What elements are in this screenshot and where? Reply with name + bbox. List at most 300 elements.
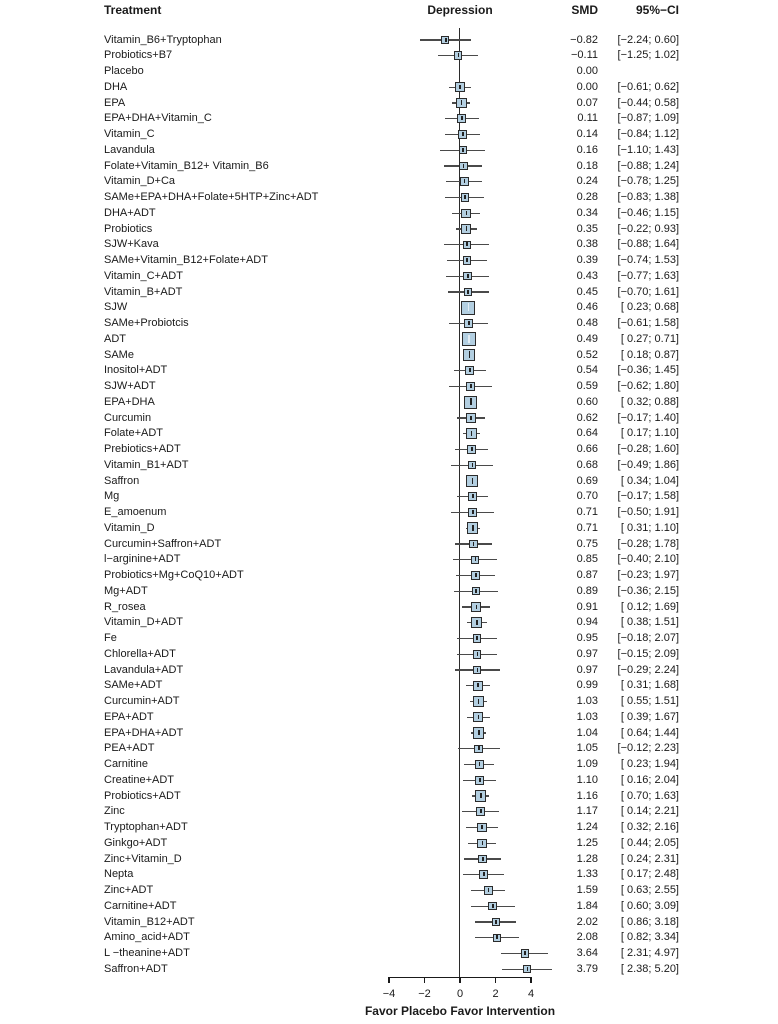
- ci-value: [−0.23; 1.97]: [617, 569, 679, 581]
- treatment-label: Vitamin_D+ADT: [104, 616, 183, 629]
- effect-square: [462, 332, 476, 346]
- ci-value: [ 0.32; 0.88]: [620, 395, 679, 408]
- smd-value: 0.35: [576, 222, 598, 235]
- effect-square: [454, 51, 463, 60]
- point-estimate-tick: [468, 303, 470, 311]
- ci-value: [−0.17; 1.58]: [617, 490, 679, 503]
- ci-value: [ 0.23; 0.68]: [620, 301, 679, 314]
- ci-value: [ 0.18; 0.87]: [620, 348, 679, 361]
- point-estimate-tick: [495, 920, 497, 924]
- smd-value: 1.28: [576, 852, 598, 865]
- effect-square: [466, 382, 474, 390]
- smd-value: 0.16: [576, 143, 598, 156]
- smd-value: 0.34: [576, 206, 598, 219]
- point-estimate-tick: [488, 888, 490, 892]
- ci-value: [−0.28; 1.60]: [617, 443, 679, 455]
- point-estimate-tick: [480, 809, 482, 813]
- smd-value: 0.91: [576, 600, 598, 613]
- effect-square: [464, 319, 473, 328]
- ci-value: [−0.22; 0.93]: [617, 222, 679, 235]
- treatment-label: SAMe: [104, 348, 134, 361]
- ci-value: [−0.61; 1.58]: [617, 317, 679, 329]
- smd-value: 1.24: [576, 821, 598, 833]
- ci-value: [−0.44; 0.58]: [617, 96, 679, 109]
- ci-value: [−0.49; 1.86]: [617, 458, 679, 471]
- ci-value: [ 0.34; 1.04]: [620, 474, 679, 487]
- treatment-label: Saffron+ADT: [104, 962, 168, 975]
- ci-value: [−0.40; 2.10]: [617, 553, 679, 566]
- point-estimate-tick: [479, 778, 481, 782]
- effect-square: [461, 224, 471, 234]
- effect-square: [460, 177, 469, 186]
- treatment-label: Folate+Vitamin_B12+ Vitamin_B6: [104, 159, 269, 172]
- ci-value: [−1.25; 1.02]: [617, 49, 679, 62]
- effect-square: [476, 807, 485, 816]
- point-estimate-tick: [466, 242, 468, 246]
- point-estimate-tick: [476, 636, 478, 640]
- effect-square: [471, 617, 482, 628]
- point-estimate-tick: [471, 431, 473, 436]
- treatment-label: EPA+DHA+ADT: [104, 726, 184, 739]
- treatment-label: Creatine+ADT: [104, 773, 175, 786]
- x-axis-tick-mark: [424, 977, 425, 983]
- x-axis-tick-label: 4: [527, 988, 535, 1000]
- effect-square: [459, 146, 467, 154]
- treatment-label: Carnitine+ADT: [104, 899, 177, 912]
- smd-value: 0.87: [576, 569, 598, 581]
- treatment-label: Nepta: [104, 868, 134, 881]
- x-axis-tick-mark: [388, 977, 389, 983]
- ci-value: [ 0.70; 1.63]: [620, 789, 679, 802]
- smd-value: 1.03: [576, 695, 598, 707]
- treatment-label: EPA: [104, 96, 126, 109]
- x-axis-tick-mark: [530, 977, 531, 983]
- treatment-label: EPA+DHA: [104, 395, 155, 408]
- effect-square: [463, 241, 471, 249]
- treatment-label: Prebiotics+ADT: [104, 443, 181, 455]
- smd-value: 0.00: [576, 65, 598, 77]
- effect-square: [475, 776, 484, 785]
- treatment-label: Probiotics+B7: [104, 49, 173, 62]
- ci-value: [−0.46; 1.15]: [617, 206, 679, 219]
- ci-value: [ 0.16; 2.04]: [620, 773, 679, 786]
- effect-square: [488, 902, 496, 910]
- ci-value: [ 0.86; 3.18]: [620, 915, 679, 928]
- smd-value: 0.97: [576, 663, 598, 676]
- smd-value: 0.43: [576, 269, 598, 282]
- treatment-label: Vitamin_C: [104, 128, 155, 140]
- effect-square: [466, 428, 477, 439]
- smd-value: 0.48: [576, 317, 598, 329]
- ci-value: [−0.78; 1.25]: [617, 175, 679, 188]
- ci-value: [−0.12; 2.23]: [617, 742, 679, 755]
- point-estimate-tick: [472, 510, 474, 514]
- effect-square: [477, 823, 486, 832]
- ci-value: [−1.10; 1.43]: [617, 143, 679, 156]
- ci-value: [ 0.12; 1.69]: [620, 600, 679, 613]
- smd-value: 0.70: [576, 490, 598, 503]
- smd-value: 0.38: [576, 238, 598, 251]
- ci-value: [ 2.31; 4.97]: [620, 947, 679, 959]
- point-estimate-tick: [478, 715, 480, 719]
- effect-square: [465, 366, 474, 375]
- smd-value: 0.99: [576, 679, 598, 692]
- treatment-label: DHA: [104, 80, 128, 93]
- treatment-label: Vitamin_B+ADT: [104, 285, 183, 298]
- point-estimate-tick: [475, 557, 477, 561]
- smd-value: 0.59: [576, 380, 598, 392]
- smd-value: 0.68: [576, 458, 598, 471]
- effect-square: [473, 666, 481, 674]
- point-estimate-tick: [482, 857, 484, 861]
- effect-square: [469, 540, 478, 549]
- column-header-smd: SMD: [571, 3, 598, 17]
- smd-value: 0.89: [576, 584, 598, 597]
- point-estimate-tick: [467, 290, 469, 294]
- smd-value: 0.95: [576, 632, 598, 644]
- point-estimate-tick: [469, 368, 471, 372]
- effect-square: [479, 870, 488, 879]
- x-axis-tick-label: 2: [492, 988, 499, 1000]
- effect-square: [492, 918, 501, 927]
- smd-value: 0.75: [576, 537, 598, 550]
- treatment-label: Lavandula: [104, 143, 155, 156]
- point-estimate-tick: [482, 841, 484, 845]
- treatment-label: Lavandula+ADT: [104, 663, 184, 676]
- ci-value: [−0.84; 1.12]: [617, 128, 679, 140]
- x-axis-tick-mark: [459, 977, 460, 983]
- treatment-label: Probiotics+ADT: [104, 789, 181, 802]
- ci-value: [ 0.24; 2.31]: [620, 852, 679, 865]
- treatment-label: l−arginine+ADT: [104, 553, 181, 566]
- effect-square: [458, 130, 467, 139]
- smd-value: 0.24: [576, 175, 598, 188]
- point-estimate-tick: [477, 683, 479, 687]
- point-estimate-tick: [461, 116, 463, 120]
- treatment-label: ADT: [104, 332, 126, 345]
- effect-square: [475, 760, 484, 769]
- treatment-label: Vitamin_B1+ADT: [104, 458, 189, 471]
- smd-value: 0.54: [576, 364, 598, 377]
- smd-value: 0.66: [576, 443, 598, 455]
- effect-square: [461, 209, 470, 218]
- column-header-outcome: Depression: [427, 3, 493, 17]
- point-estimate-tick: [472, 478, 474, 484]
- treatment-label: Mg: [104, 490, 120, 503]
- effect-square: [468, 461, 476, 469]
- effect-square: [493, 934, 501, 942]
- point-estimate-tick: [473, 542, 475, 546]
- effect-square: [455, 82, 465, 92]
- effect-square: [441, 36, 449, 44]
- point-estimate-tick: [472, 525, 474, 531]
- ci-value: [ 2.38; 5.20]: [620, 962, 679, 975]
- ci-value: [−0.29; 2.24]: [617, 663, 679, 676]
- point-estimate-tick: [475, 589, 477, 593]
- treatment-label: Zinc+ADT: [104, 884, 154, 896]
- ci-value: [ 0.44; 2.05]: [620, 836, 679, 849]
- treatment-label: SJW: [104, 301, 128, 314]
- smd-value: 0.69: [576, 474, 598, 487]
- effect-square: [457, 114, 466, 123]
- smd-value: 1.10: [576, 773, 598, 786]
- smd-value: 1.16: [576, 789, 598, 802]
- effect-square: [484, 886, 493, 895]
- treatment-label: Saffron: [104, 474, 140, 487]
- ci-value: [ 0.39; 1.67]: [620, 710, 679, 723]
- smd-value: 0.94: [576, 616, 598, 629]
- point-estimate-tick: [466, 226, 468, 230]
- ci-value: [−0.88; 1.64]: [617, 238, 679, 251]
- treatment-label: SJW+Kava: [104, 238, 159, 251]
- point-estimate-tick: [468, 321, 470, 325]
- column-header-treatment: Treatment: [104, 3, 162, 17]
- ci-value: [ 0.55; 1.51]: [620, 695, 679, 707]
- treatment-label: Zinc+Vitamin_D: [104, 852, 182, 865]
- treatment-label: Carnitine: [104, 758, 149, 770]
- treatment-label: EPA+DHA+Vitamin_C: [104, 112, 212, 125]
- treatment-label: Probiotics: [104, 222, 153, 235]
- smd-value: −0.82: [570, 33, 598, 46]
- ci-value: [−0.15; 2.09]: [617, 647, 679, 660]
- point-estimate-tick: [463, 164, 465, 168]
- smd-value: 0.46: [576, 301, 598, 314]
- smd-value: 1.17: [576, 805, 598, 818]
- point-estimate-tick: [477, 668, 479, 672]
- treatment-label: Vitamin_B6+Tryptophan: [104, 33, 222, 46]
- effect-square: [478, 855, 487, 864]
- treatment-label: SAMe+ADT: [104, 679, 163, 692]
- point-estimate-tick: [478, 730, 480, 736]
- smd-value: 1.04: [576, 726, 598, 739]
- smd-value: 1.05: [576, 742, 598, 755]
- smd-value: 0.85: [576, 553, 598, 566]
- treatment-label: L −theanine+ADT: [104, 947, 190, 959]
- ci-value: [ 0.14; 2.21]: [620, 805, 679, 818]
- point-estimate-tick: [481, 825, 483, 829]
- ci-value: [−0.36; 2.15]: [617, 584, 679, 597]
- point-estimate-tick: [467, 274, 469, 278]
- effect-square: [473, 712, 483, 722]
- ci-value: [−0.28; 1.78]: [617, 537, 679, 550]
- treatment-label: Probiotics+Mg+CoQ10+ADT: [104, 569, 244, 581]
- smd-value: 0.71: [576, 506, 598, 518]
- point-estimate-tick: [471, 447, 473, 451]
- ci-value: [ 0.82; 3.34]: [620, 931, 679, 944]
- smd-value: 3.64: [576, 947, 598, 959]
- smd-value: 0.39: [576, 254, 598, 266]
- effect-square: [463, 349, 475, 361]
- ci-value: [−0.61; 0.62]: [617, 80, 679, 93]
- smd-value: 0.60: [576, 395, 598, 408]
- smd-value: 0.45: [576, 285, 598, 298]
- ci-value: [ 0.23; 1.94]: [620, 758, 679, 770]
- treatment-label: Curcumin+Saffron+ADT: [104, 537, 222, 550]
- treatment-label: SAMe+Vitamin_B12+Folate+ADT: [104, 254, 268, 266]
- effect-square: [459, 162, 468, 171]
- ci-value: [−0.36; 1.45]: [617, 364, 679, 377]
- treatment-label: PEA+ADT: [104, 742, 155, 755]
- point-estimate-tick: [479, 762, 481, 766]
- effect-square: [473, 681, 483, 691]
- point-estimate-tick: [483, 872, 485, 876]
- effect-square: [464, 396, 477, 409]
- treatment-label: Zinc: [104, 805, 125, 818]
- effect-square: [472, 587, 480, 595]
- point-estimate-tick: [462, 132, 464, 136]
- x-axis-tick-label: −2: [418, 988, 431, 1000]
- effect-square: [471, 571, 480, 580]
- treatment-label: Ginkgo+ADT: [104, 836, 168, 849]
- x-axis-tick-mark: [495, 977, 496, 983]
- treatment-label: Placebo: [104, 65, 144, 77]
- point-estimate-tick: [470, 398, 472, 405]
- ci-value: [−0.62; 1.80]: [617, 380, 679, 392]
- effect-square: [456, 98, 467, 109]
- ci-value: [−0.50; 1.91]: [617, 506, 679, 518]
- ci-value: [ 0.17; 2.48]: [620, 868, 679, 881]
- smd-value: 1.59: [576, 884, 598, 896]
- effect-square: [468, 508, 476, 516]
- treatment-label: SAMe+EPA+DHA+Folate+5HTP+Zinc+ADT: [104, 191, 319, 203]
- ci-value: [ 0.63; 2.55]: [620, 884, 679, 896]
- effect-square: [473, 650, 482, 659]
- ci-value: [−0.17; 1.40]: [617, 411, 679, 424]
- treatment-label: Folate+ADT: [104, 427, 163, 440]
- point-estimate-tick: [469, 351, 471, 357]
- point-estimate-tick: [477, 652, 479, 656]
- point-estimate-tick: [470, 416, 472, 420]
- smd-value: 0.97: [576, 647, 598, 660]
- smd-value: 0.00: [576, 80, 598, 93]
- point-estimate-tick: [476, 620, 478, 625]
- effect-square: [473, 727, 485, 739]
- point-estimate-tick: [466, 211, 468, 215]
- ci-value: [−0.77; 1.63]: [617, 269, 679, 282]
- point-estimate-tick: [459, 85, 461, 89]
- treatment-label: Vitamin_D+Ca: [104, 175, 176, 188]
- effect-square: [473, 696, 484, 707]
- treatment-label: Amino_acid+ADT: [104, 931, 190, 944]
- effect-square: [467, 522, 479, 534]
- smd-value: 2.08: [576, 931, 598, 944]
- treatment-label: Vitamin_C+ADT: [104, 269, 183, 282]
- treatment-label: Mg+ADT: [104, 584, 148, 597]
- smd-value: 2.02: [576, 915, 598, 928]
- treatment-label: Chlorella+ADT: [104, 647, 176, 660]
- ci-value: [ 0.64; 1.44]: [620, 726, 679, 739]
- effect-square: [468, 492, 477, 501]
- point-estimate-tick: [475, 573, 477, 577]
- effect-square: [473, 634, 482, 643]
- smd-value: 0.62: [576, 411, 598, 424]
- point-estimate-tick: [472, 494, 474, 498]
- ci-value: [−0.87; 1.09]: [617, 112, 679, 125]
- x-axis-label: Favor Placebo Favor Intervention: [364, 1004, 556, 1018]
- effect-square: [463, 272, 471, 280]
- ci-value: [−0.70; 1.61]: [617, 285, 679, 298]
- treatment-label: R_rosea: [104, 600, 146, 613]
- treatment-label: DHA+ADT: [104, 206, 156, 219]
- point-estimate-tick: [462, 148, 464, 152]
- point-estimate-tick: [472, 463, 474, 467]
- treatment-label: Curcumin+ADT: [104, 695, 180, 707]
- effect-square: [461, 301, 475, 315]
- smd-value: 0.18: [576, 159, 598, 172]
- treatment-label: SAMe+Probiotcis: [104, 317, 189, 329]
- column-header-ci: 95%−CI: [635, 3, 679, 17]
- smd-value: −0.11: [570, 49, 598, 62]
- point-estimate-tick: [458, 53, 460, 57]
- ci-value: [−2.24; 0.60]: [617, 33, 679, 46]
- smd-value: 0.28: [576, 191, 598, 203]
- smd-value: 1.09: [576, 758, 598, 770]
- point-estimate-tick: [464, 179, 466, 183]
- effect-square: [471, 602, 481, 612]
- treatment-label: Fe: [104, 632, 117, 644]
- smd-value: 1.03: [576, 710, 598, 723]
- point-estimate-tick: [480, 793, 482, 798]
- treatment-label: Inositol+ADT: [104, 364, 168, 377]
- ci-value: [ 0.32; 2.16]: [620, 821, 679, 833]
- treatment-label: Vitamin_B12+ADT: [104, 915, 195, 928]
- smd-value: 0.11: [577, 112, 598, 125]
- ci-value: [−0.83; 1.38]: [617, 191, 679, 203]
- smd-value: 0.52: [576, 348, 598, 361]
- effect-square: [471, 556, 479, 564]
- ci-value: [ 0.17; 1.10]: [620, 427, 679, 440]
- treatment-label: SJW+ADT: [104, 380, 156, 392]
- effect-square: [467, 445, 476, 454]
- point-estimate-tick: [470, 384, 472, 388]
- point-estimate-tick: [478, 746, 480, 750]
- point-estimate-tick: [478, 699, 480, 704]
- ci-value: [ 0.38; 1.51]: [620, 616, 679, 629]
- treatment-label: Vitamin_D: [104, 521, 155, 534]
- point-estimate-tick: [492, 904, 494, 908]
- smd-value: 1.33: [576, 868, 598, 881]
- effect-square: [477, 839, 486, 848]
- ci-value: [−0.18; 2.07]: [617, 632, 679, 644]
- point-estimate-tick: [496, 935, 498, 939]
- ci-value: [ 0.31; 1.68]: [620, 679, 679, 692]
- treatment-label: Curcumin: [104, 411, 152, 424]
- point-estimate-tick: [468, 335, 470, 343]
- point-estimate-tick: [466, 258, 468, 262]
- ci-value: [ 0.60; 3.09]: [620, 899, 679, 912]
- treatment-label: EPA+ADT: [104, 710, 154, 723]
- effect-square: [474, 745, 482, 753]
- point-estimate-tick: [464, 195, 466, 199]
- ci-value: [ 0.27; 0.71]: [620, 332, 679, 345]
- smd-value: 0.14: [576, 128, 598, 140]
- smd-value: 0.71: [576, 521, 598, 534]
- x-axis-tick-label: −4: [382, 988, 396, 1000]
- smd-value: 0.49: [576, 332, 598, 345]
- effect-square: [466, 475, 478, 487]
- smd-value: 0.64: [576, 427, 598, 440]
- effect-square: [475, 790, 486, 801]
- effect-square: [464, 288, 473, 297]
- treatment-label: E_amoenum: [104, 506, 167, 518]
- treatment-label: Tryptophan+ADT: [104, 821, 188, 833]
- smd-value: 3.79: [576, 962, 598, 975]
- smd-value: 1.84: [576, 899, 598, 912]
- smd-value: 0.07: [576, 96, 598, 109]
- x-axis-tick-label: 0: [456, 988, 464, 1000]
- effect-square: [466, 413, 476, 423]
- smd-value: 1.25: [576, 836, 598, 849]
